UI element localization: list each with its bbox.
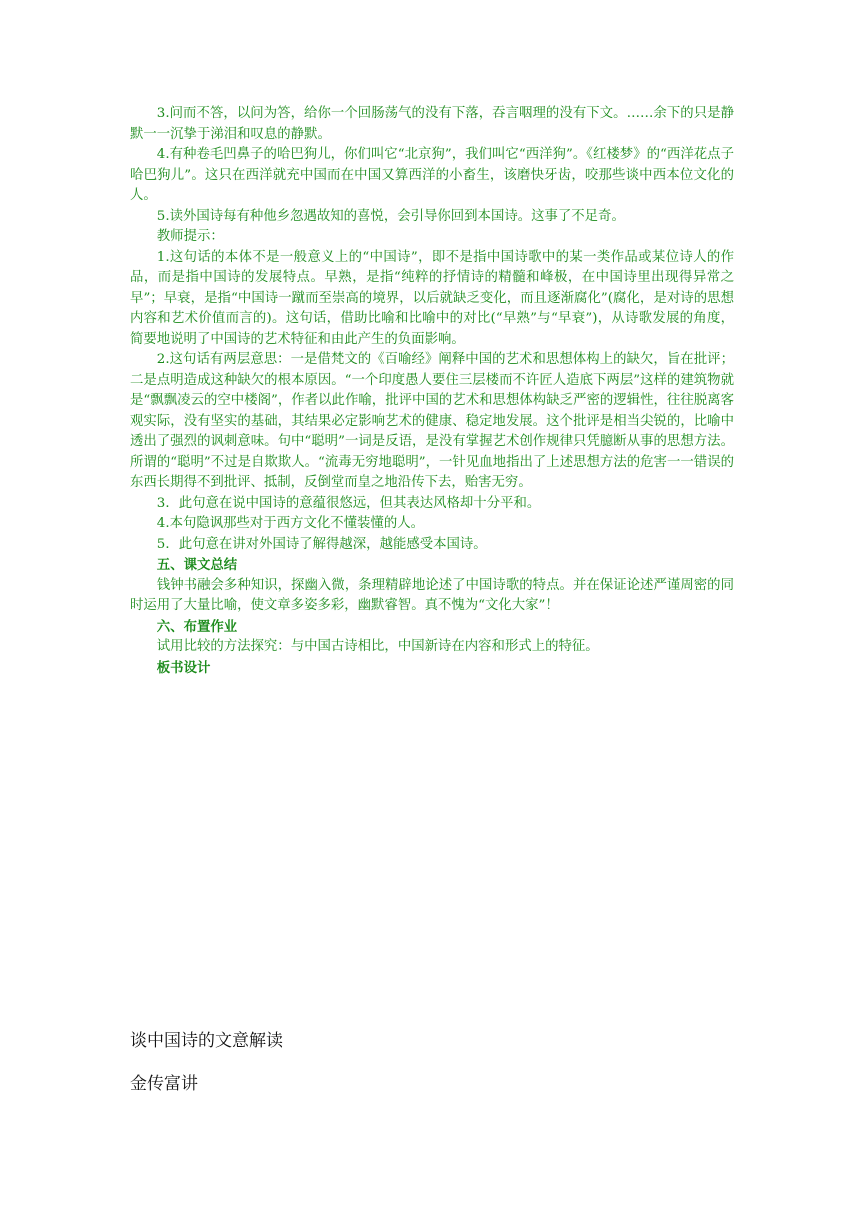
tip-paragraph-5: 5．此句意在讲对外国诗了解得越深，越能感受本国诗。	[156, 536, 487, 552]
summary-paragraph: 钱钟书融会多种知识，探幽入微，条理精辟地论述了中国诗歌的特点。并在保证论述严谨周密的同时运用了大量比喻，使文章多姿多彩，幽默睿智。真不愧为“文化大家”！	[130, 577, 734, 613]
footer-author: 金传富讲	[130, 1074, 198, 1094]
teacher-tip-label: 教师提示：	[156, 229, 224, 244]
paragraph-2: 4.有种卷毛凹鼻子的哈巴狗儿，你们叫它“北京狗”，我们叫它“西洋狗”。《红楼梦》的“西洋花点子哈巴狗儿”。这只在西洋就充中国而在中国又算西洋的小畜生，该磨快牙齿，咬那些谈中西本位文化的人。	[130, 147, 734, 203]
homework-paragraph: 试用比较的方法探究：与中国古诗相比，中国新诗在内容和形式上的特征。	[156, 639, 599, 654]
section-heading-homework: 六、布置作业	[156, 618, 238, 635]
tip-paragraph-2: 2.这句话有两层意思：一是借梵文的《百喻经》阐释中国的艺术和思想体构上的缺欠，旨在批评；二是点明造成这种缺欠的根本原因。“一个印度愚人要住三层楼而不许匠人造底下两层”这样的建筑物就是“飘飘凌云的空中楼阁”，作者以此作喻，批评中国的艺术和思想体构缺乏严密的逻辑性，往往脱离客观实际，没有坚实的基础，其结果必定影响艺术的健康、稳定地发展。这个批评是相当尖锐的，比喻中透出了强烈的讽刺意味。句中“聪明”一词是反语，是没有掌握艺术创作规律只凭臆断从事的思想方法。所谓的“聪明”不过是自欺欺人。“流毒无穷地聪明”，一针见血地指出了上述思想方法的危害一一错误的东西长期得不到批评、抵制，反倒堂而皇之地沿传下去，贻害无穷。	[130, 352, 734, 490]
paragraph-3: 5.读外国诗每有种他乡忽遇故知的喜悦，会引导你回到本国诗。这事了不足奇。	[156, 208, 625, 224]
tip-paragraph-1: 1.这句话的本体不是一般意义上的“中国诗”，即不是指中国诗歌中的某一类作品或某位诗人的作品，而是指中国诗的发展特点。早熟，是指“纯粹的抒情诗的精髓和峰极，在中国诗里出现得异常之早”；早衰，是指“中国诗一蹴而至崇高的境界，以后就缺乏变化，而且逐渐腐化”(腐化，是对诗的思想内容和艺术价值而言的)。这句话，借助比喻和比喻中的对比(“早熟”与“早衰”)，从诗歌发展的角度，简要地说明了中国诗的艺术特征和由此产生的负面影响。	[130, 249, 734, 347]
section-heading-board-design: 板书设计	[156, 659, 211, 676]
tip-paragraph-4: 4.本句隐讽那些对于西方文化不懂装懂的人。	[156, 516, 424, 531]
paragraph-1: 3.问而不答，以问为答，给你一个回肠荡气的没有下落，吞言咽理的没有下文。……余下的只是静默一一沉挚于涕泪和叹息的静默。	[130, 106, 734, 142]
footer-title: 谈中国诗的文意解读	[130, 1031, 283, 1051]
section-heading-summary: 五、课文总结	[156, 557, 238, 573]
document-body	[130, 104, 734, 678]
tip-paragraph-3: 3．此句意在说中国诗的意蕴很悠远，但其表达风格却十分平和。	[156, 495, 541, 511]
